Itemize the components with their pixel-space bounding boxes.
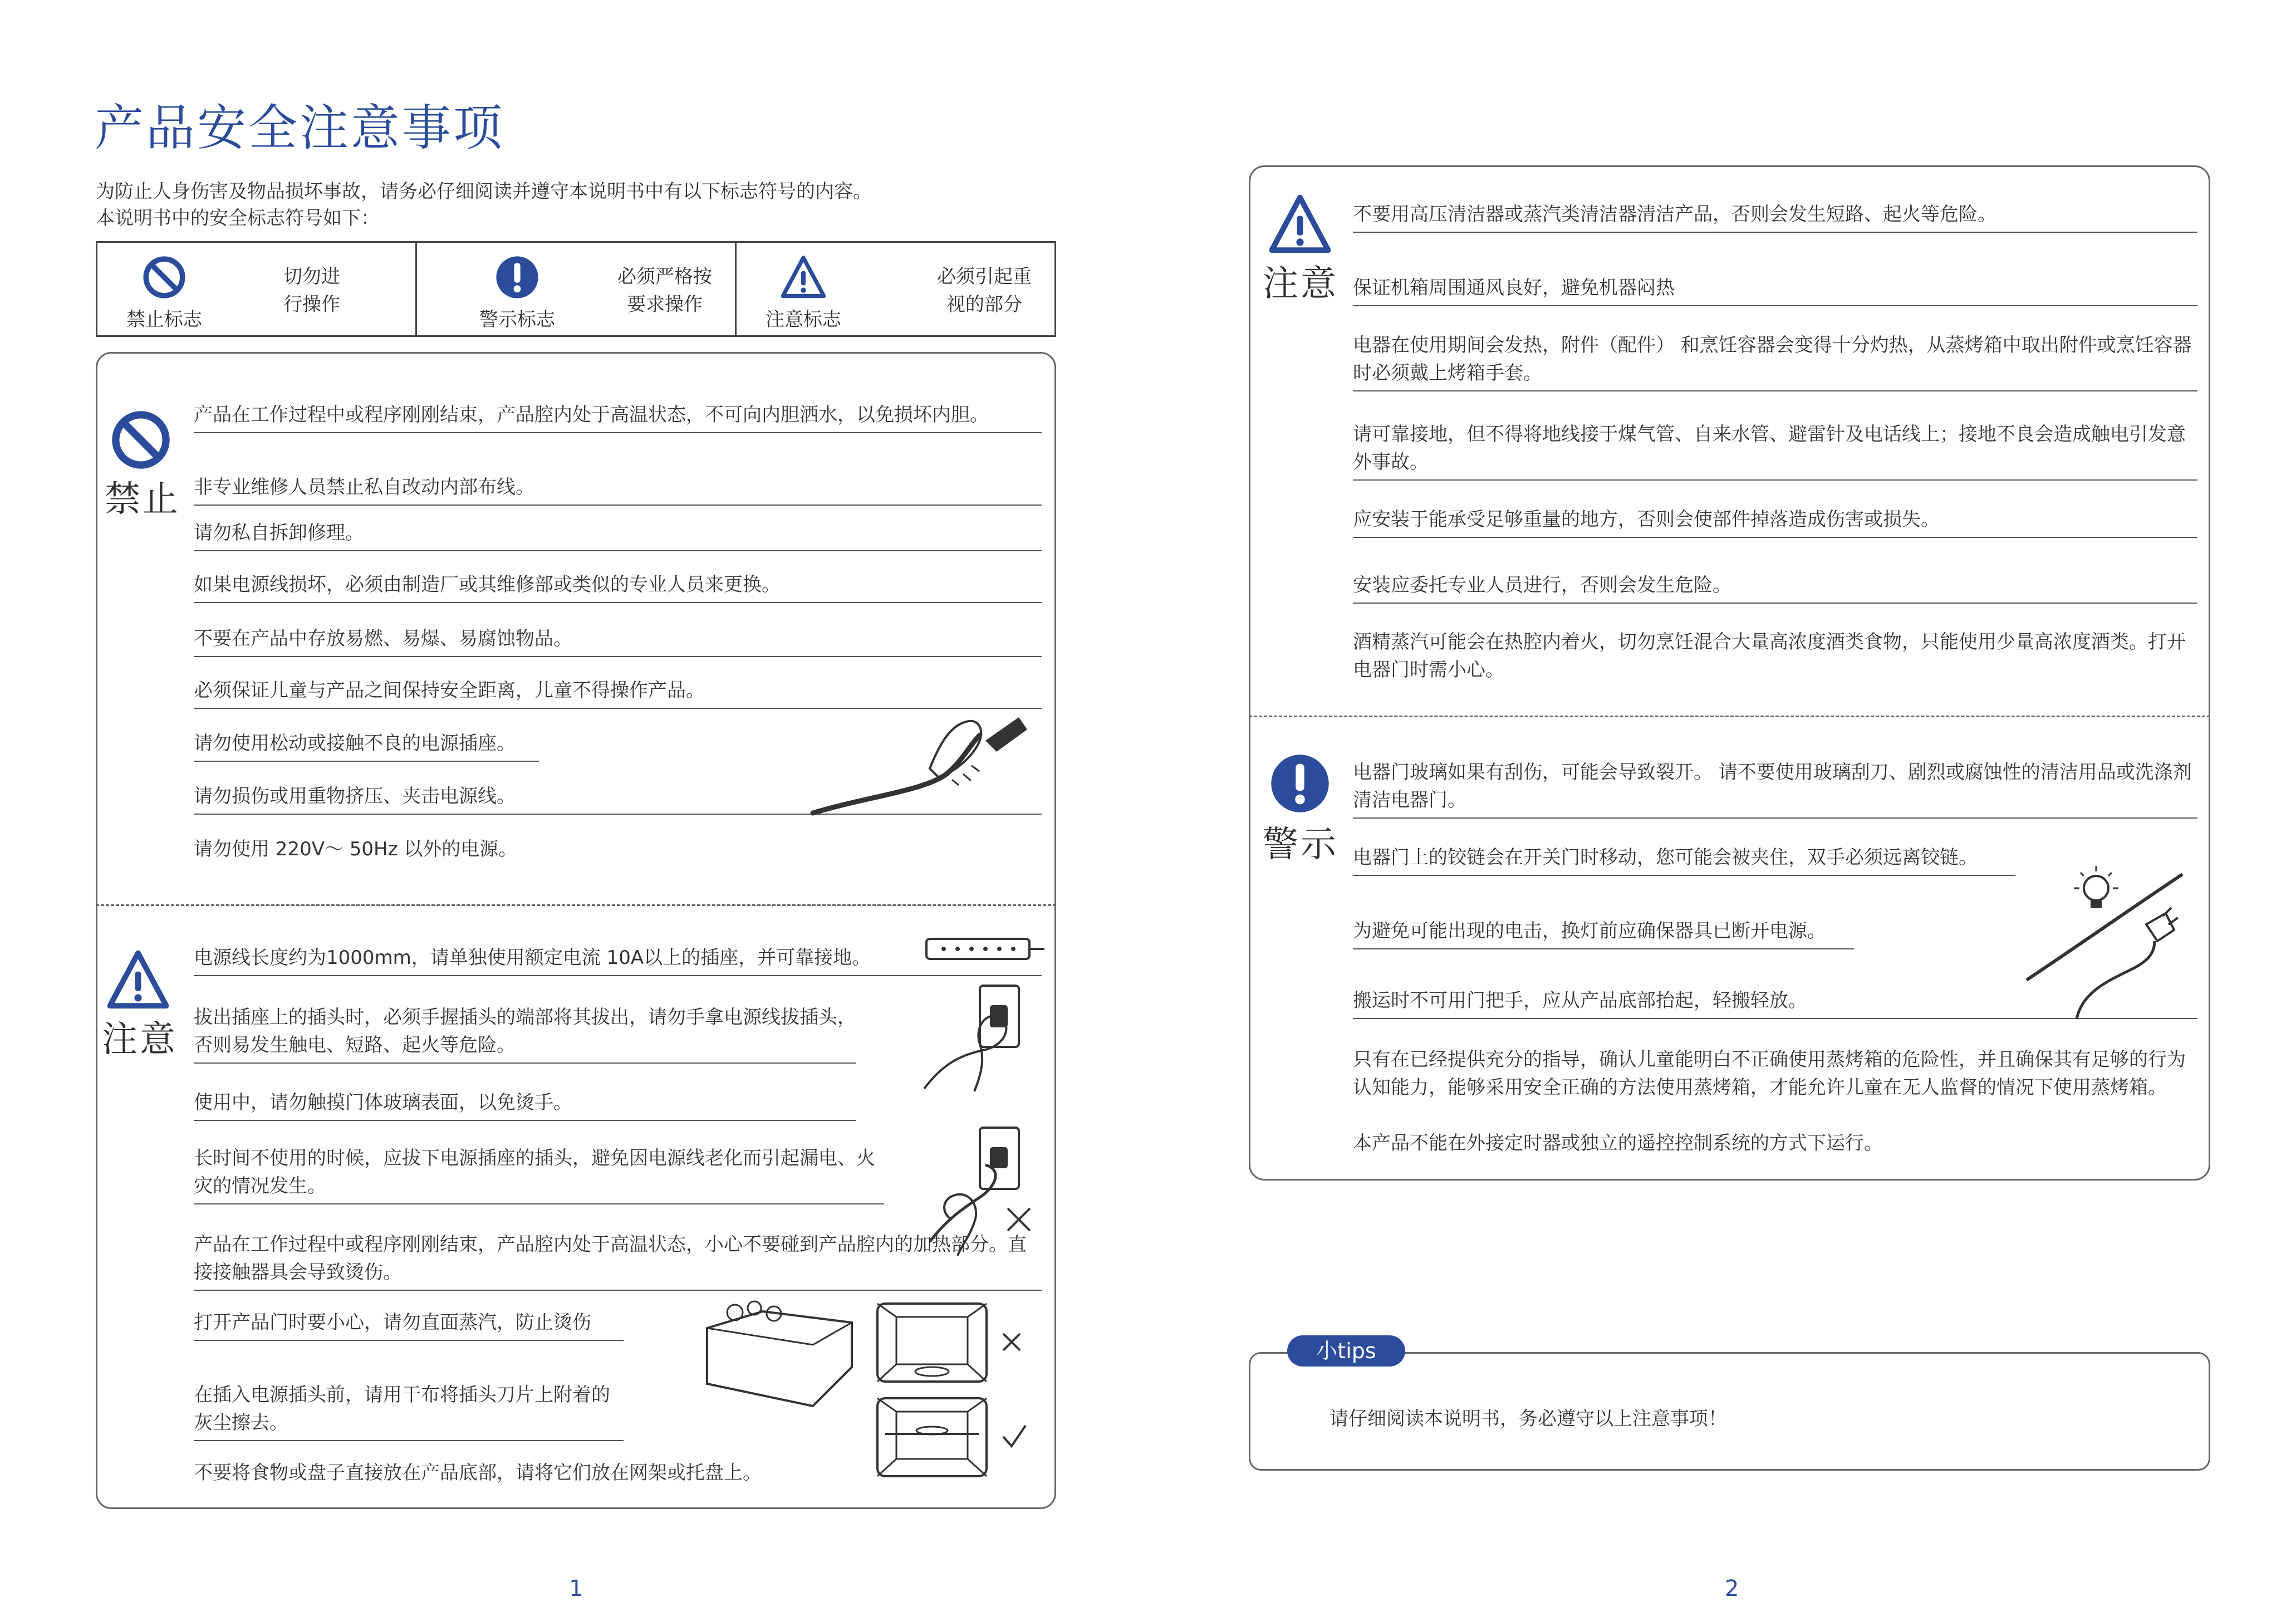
list-item: 请可靠接地，但不得将地线接于煤气管、自来水管、避雷针及电话线上；接地不良会造成触电引发意外事故。 <box>1353 420 2197 481</box>
list-item: 必须保证儿童与产品之间保持安全距离，儿童不得操作产品。 <box>194 677 1042 709</box>
section-label-caution: 注意 <box>1263 263 1338 305</box>
tips-text: 请仔细阅读本说明书，务必遵守以上注意事项！ <box>1329 1408 1727 1430</box>
oven-bottom-wrong-illustration <box>874 1300 1036 1387</box>
legend-desc <box>601 263 729 319</box>
list-item: 请勿损伤或用重物挤压、夹击电源线。 <box>194 782 1042 815</box>
legend-desc-line: 切勿进 <box>283 266 340 288</box>
list-item: 保证机箱周围通风良好，避免机器闷热 <box>1353 274 2197 306</box>
list-item: 拔出插座上的插头时，必须手握插头的端部将其拔出，请勿手拿电源线拔插头，否则易发生触电、短路、起火等危险。 <box>194 1003 856 1064</box>
lamp-power-illustration <box>2021 863 2199 1025</box>
list-item: 应安装于能承受足够重量的地方，否则会使部件掉落造成伤害或损失。 <box>1353 506 2197 538</box>
list-item: 搬运时不可用门把手，应从产品底部抬起，轻搬轻放。 <box>1353 987 2197 1019</box>
legend-desc-line: 要求操作 <box>627 293 703 316</box>
list-item: 电器门上的铰链会在开关门时移动，您可能会被夹住，双手必须远离铰链。 <box>1353 844 2015 876</box>
list-item: 产品在工作过程中或程序刚刚结束，产品腔内处于高温状态，小心不要碰到产品腔内的加热部分。直接接触器具会导致烫伤。 <box>194 1231 1042 1291</box>
caution-icon <box>781 255 826 300</box>
legend-desc-line: 视的部分 <box>946 293 1022 316</box>
section-divider <box>96 904 1056 906</box>
legend-cell-warning <box>417 243 737 335</box>
warning-icon <box>495 255 539 300</box>
list-item: 电源线长度约为1000mm，请单独使用额定电流 10A以上的插座，并可靠接地。 <box>194 944 1042 976</box>
list-item: 电器门玻璃如果有刮伤，可能会导致裂开。 请不要使用玻璃刮刀、剧烈或腐蚀性的清洁用品或洗涤剂清洁电器门。 <box>1353 758 2197 819</box>
caution-icon <box>1269 194 1331 255</box>
prohibit-icon <box>110 409 171 471</box>
section-label-warning: 警示 <box>1263 824 1338 865</box>
legend-desc-line: 必须引起重 <box>937 266 1032 288</box>
legend-cell-prohibit <box>97 243 417 335</box>
list-item: 本产品不能在外接定时器或独立的遥控控制系统的方式下运行。 <box>1353 1132 1883 1154</box>
warning-icon <box>1269 753 1331 814</box>
list-item: 不要用高压清洁器或蒸汽类清洁器清洁产品，否则会发生短路、起火等危险。 <box>1353 200 2197 233</box>
legend-cell-caution <box>737 243 1054 335</box>
legend-name: 禁止标志 <box>126 308 202 331</box>
list-item: 只有在已经提供充分的指导，确认儿童能明白不正确使用蒸烤箱的危险性，并且确保其有足够的行为认知能力，能够采用安全正确的方法使用蒸烤箱，才能允许儿童在无人监督的情况下使用蒸烤箱。 <box>1353 1049 2186 1099</box>
power-strip-illustration <box>924 931 1047 970</box>
prohibit-icon <box>142 255 187 300</box>
page-number: 2 <box>1725 1576 1739 1602</box>
legend-desc-line: 行操作 <box>283 293 340 316</box>
list-item: 非专业维修人员禁止私自改动内部布线。 <box>194 473 1042 506</box>
list-item: 在插入电源插头前，请用干布将插头刀片上附着的灰尘擦去。 <box>194 1381 624 1441</box>
caution-icon <box>107 949 169 1011</box>
list-item: 电器在使用期间会发热，附件（配件） 和烹饪容器会变得十分灼热，从蒸烤箱中取出附件或烹饪容器时必须戴上烤箱手套。 <box>1353 331 2197 391</box>
legend-name: 注意标志 <box>766 308 841 331</box>
oven-rack-correct-illustration <box>874 1395 1036 1481</box>
legend-desc <box>920 263 1048 319</box>
list-item: 请勿使用松动或接触不良的电源插座。 <box>194 729 539 762</box>
legend-desc-line: 必须严格按 <box>617 266 712 288</box>
section-label-caution: 注意 <box>102 1019 178 1060</box>
cord-pull-wrong-illustration <box>919 1125 1036 1258</box>
intro-line: 为防止人身伤害及物品损坏事故，请务必仔细阅读并遵守本说明书中有以下标志符号的内容。 <box>96 180 872 203</box>
list-item: 使用中，请勿触摸门体玻璃表面，以免烫手。 <box>194 1089 856 1121</box>
symbol-legend-table <box>96 241 1056 337</box>
section-divider <box>1249 716 2210 717</box>
list-item: 为避免可能出现的电击，换灯前应确保器具已断开电源。 <box>1353 917 1854 949</box>
intro-line: 本说明书中的安全标志符号如下： <box>96 207 380 229</box>
list-item: 安装应委托专业人员进行，否则会发生危险。 <box>1353 571 2197 604</box>
list-item: 产品在工作过程中或程序刚刚结束，产品腔内处于高温状态，不可向内胆洒水，以免损坏内胆。 <box>194 401 1042 433</box>
oven-steam-illustration <box>701 1300 857 1412</box>
page-title: 产品安全注意事项 <box>95 99 505 156</box>
list-item: 酒精蒸汽可能会在热腔内着火，切勿烹饪混合大量高浓度酒类食物，只能使用少量高浓度酒类。打开电器门时需小心。 <box>1353 631 2186 681</box>
list-item: 打开产品门时要小心，请勿直面蒸汽，防止烫伤 <box>194 1309 624 1341</box>
intro-text <box>96 178 872 232</box>
list-item: 请勿私自拆卸修理。 <box>194 519 1042 551</box>
list-item: 不要在产品中存放易燃、易爆、易腐蚀物品。 <box>194 625 1042 657</box>
list-item: 长时间不使用的时候，应拔下电源插座的插头，避免因电源线老化而引起漏电、火灾的情况发生。 <box>194 1144 884 1204</box>
list-item: 不要将食物或盘子直接放在产品底部，请将它们放在网架或托盘上。 <box>194 1462 762 1484</box>
legend-desc <box>248 263 376 319</box>
legend-name: 警示标志 <box>479 308 555 331</box>
list-item: 请勿使用 220V～ 50Hz 以外的电源。 <box>194 838 518 860</box>
damaged-cord-illustration <box>802 707 1047 819</box>
list-item: 如果电源线损坏，必须由制造厂或其维修部或类似的专业人员来更换。 <box>194 571 1042 603</box>
tips-tab: 小tips <box>1287 1335 1405 1367</box>
section-label-prohibit: 禁止 <box>105 479 180 520</box>
page-number: 1 <box>569 1576 583 1602</box>
plug-pull-illustration <box>919 983 1024 1094</box>
